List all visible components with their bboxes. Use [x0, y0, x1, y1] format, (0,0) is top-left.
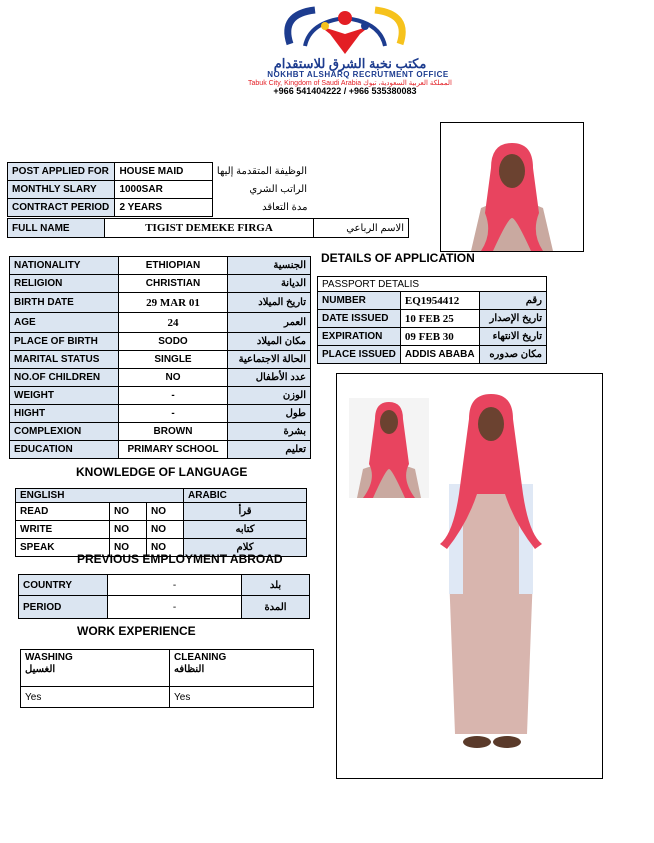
- table-row: [8, 199, 312, 217]
- post-table: [7, 162, 312, 217]
- post-label: POST APPLIED FOR: [8, 163, 115, 181]
- marital-label-ar: الحالة الاجتماعية: [228, 351, 311, 369]
- table-row: [19, 596, 310, 619]
- education-label: EDUCATION: [10, 441, 119, 459]
- complexion-value: BROWN: [119, 423, 228, 441]
- table-row: [19, 575, 310, 596]
- office-name-en: NOKHBT ALSHARQ RECRUTMENT OFFICE: [267, 70, 449, 79]
- place-issued-value: ADDIS ABABA: [400, 346, 479, 364]
- fullname-table: [7, 218, 409, 238]
- salary-value: 1000SAR: [115, 181, 212, 199]
- height-label: HIGHT: [10, 405, 119, 423]
- birthdate-label-ar: تاريخ الميلاد: [228, 293, 311, 313]
- employment-title: PREVIOUS EMPLOYMENT ABROAD: [77, 552, 283, 566]
- full-body-photo: [336, 373, 603, 779]
- english-header: ENGLISH: [16, 489, 184, 503]
- write-english-value: NO: [110, 521, 147, 539]
- logo-emblem-icon: [270, 4, 420, 62]
- table-row: [10, 333, 311, 351]
- complexion-label-ar: بشرة: [228, 423, 311, 441]
- table-row: [10, 441, 311, 459]
- work-table: [20, 649, 314, 708]
- write-label-ar: كتابه: [184, 521, 307, 539]
- language-title: KNOWLEDGE OF LANGUAGE: [76, 465, 248, 479]
- birthplace-value: SODO: [119, 333, 228, 351]
- table-row: [21, 650, 314, 687]
- washing-label-ar: الغسيل: [25, 664, 56, 675]
- contract-value: 2 YEARS: [115, 199, 212, 217]
- portrait-photo: [440, 122, 584, 252]
- table-row: [10, 257, 311, 275]
- birthdate-value: 29 MAR 01: [119, 293, 228, 313]
- table-row: [10, 405, 311, 423]
- country-value: -: [108, 575, 242, 596]
- table-row: [10, 369, 311, 387]
- table-row: [318, 346, 547, 364]
- washing-value: Yes: [21, 687, 170, 708]
- fullname-label: FULL NAME: [8, 219, 105, 238]
- education-value: PRIMARY SCHOOL: [119, 441, 228, 459]
- passport-table: [317, 276, 547, 364]
- fullname-value: TIGIST DEMEKE FIRGA: [105, 219, 314, 238]
- work-title: WORK EXPERIENCE: [77, 624, 196, 638]
- table-row: [21, 687, 314, 708]
- birthplace-label-ar: مكان الميلاد: [228, 333, 311, 351]
- table-row: [16, 521, 307, 539]
- children-label: NO.OF CHILDREN: [10, 369, 119, 387]
- period-label: PERIOD: [19, 596, 108, 619]
- read-label: READ: [16, 503, 110, 521]
- passport-number-label: NUMBER: [318, 292, 401, 310]
- cleaning-value: Yes: [170, 687, 314, 708]
- speak-english-value: NO: [110, 539, 147, 557]
- contract-label: CONTRACT PERIOD: [8, 199, 115, 217]
- full-body-person-icon: [337, 374, 602, 778]
- passport-title: PASSPORT DETALIS: [318, 277, 547, 292]
- personal-table: [9, 256, 311, 459]
- place-issued-label-ar: مكان صدوره: [479, 346, 546, 364]
- age-value: 24: [119, 313, 228, 333]
- expiration-label: EXPIRATION: [318, 328, 401, 346]
- table-row: [8, 181, 312, 199]
- nationality-label: NATIONALITY: [10, 257, 119, 275]
- date-issued-label: DATE ISSUED: [318, 310, 401, 328]
- speak-label-ar: كلام: [184, 539, 307, 557]
- table-row: [8, 163, 312, 181]
- contract-label-ar: مدة التعاقد: [262, 202, 308, 213]
- education-label-ar: تعليم: [228, 441, 311, 459]
- height-value: -: [119, 405, 228, 423]
- height-label-ar: طول: [228, 405, 311, 423]
- religion-label: RELIGION: [10, 275, 119, 293]
- post-label-ar: الوظيفة المتقدمة إليها: [216, 166, 307, 177]
- read-arabic-value: NO: [147, 503, 184, 521]
- read-label-ar: قرأ: [184, 503, 307, 521]
- nationality-label-ar: الجنسية: [228, 257, 311, 275]
- table-row: [318, 310, 547, 328]
- speak-label: SPEAK: [16, 539, 110, 557]
- washing-label: WASHING: [25, 652, 73, 663]
- cleaning-label-ar: النظافه: [174, 664, 205, 675]
- table-row: [318, 328, 547, 346]
- age-label-ar: العمر: [228, 313, 311, 333]
- date-issued-label-ar: تاريخ الإصدار: [479, 310, 546, 328]
- birthplace-label: PLACE OF BIRTH: [10, 333, 119, 351]
- period-label-ar: المدة: [242, 596, 310, 619]
- table-row: [10, 275, 311, 293]
- office-name-ar: مكتب نخبة الشرق للاستقدام: [273, 56, 427, 71]
- language-table: [15, 488, 307, 557]
- religion-label-ar: الديانة: [228, 275, 311, 293]
- children-value: NO: [119, 369, 228, 387]
- country-label-ar: بلد: [242, 575, 310, 596]
- table-row: [10, 423, 311, 441]
- read-english-value: NO: [110, 503, 147, 521]
- write-arabic-value: NO: [147, 521, 184, 539]
- religion-value: CHRISTIAN: [119, 275, 228, 293]
- table-row: [10, 351, 311, 369]
- children-label-ar: عدد الأطفال: [228, 369, 311, 387]
- place-issued-label: PLACE ISSUED: [318, 346, 401, 364]
- period-value: -: [108, 596, 242, 619]
- cleaning-label: CLEANING: [174, 652, 227, 663]
- logo: [270, 4, 420, 62]
- employment-table: [18, 574, 310, 619]
- table-row: [16, 489, 307, 503]
- washing-header: [21, 650, 170, 687]
- table-row: [8, 219, 409, 238]
- age-label: AGE: [10, 313, 119, 333]
- post-value: HOUSE MAID: [115, 163, 212, 181]
- country-label: COUNTRY: [19, 575, 108, 596]
- speak-arabic-value: NO: [147, 539, 184, 557]
- salary-label-ar: الراتب الشري: [249, 184, 307, 195]
- table-row: [10, 313, 311, 333]
- marital-label: MARITAL STATUS: [10, 351, 119, 369]
- table-row: [10, 293, 311, 313]
- expiration-label-ar: تاريخ الانتهاء: [479, 328, 546, 346]
- complexion-label: COMPLEXION: [10, 423, 119, 441]
- salary-label: MONTHLY SLARY: [8, 181, 115, 199]
- portrait-person-icon: [441, 123, 583, 251]
- birthdate-label: BIRTH DATE: [10, 293, 119, 313]
- office-address: Tabuk City, Kingdom of Saudi Arabia المملكة العربية السعودية، تبوك: [248, 80, 452, 87]
- table-row: [318, 277, 547, 292]
- expiration-value: 09 FEB 30: [400, 328, 479, 346]
- table-row: [10, 387, 311, 405]
- passport-number-value: EQ1954412: [400, 292, 479, 310]
- date-issued-value: 10 FEB 25: [400, 310, 479, 328]
- table-row: [318, 292, 547, 310]
- write-label: WRITE: [16, 521, 110, 539]
- cleaning-header: [170, 650, 314, 687]
- passport-number-label-ar: رقم: [479, 292, 546, 310]
- weight-value: -: [119, 387, 228, 405]
- weight-label: WEIGHT: [10, 387, 119, 405]
- application-title: DETAILS OF APPLICATION: [321, 251, 475, 265]
- table-row: [16, 503, 307, 521]
- office-phones: +966 541404222 / +966 535380083: [273, 86, 417, 96]
- marital-value: SINGLE: [119, 351, 228, 369]
- weight-label-ar: الوزن: [228, 387, 311, 405]
- fullname-label-ar: الاسم الرباعي: [314, 219, 409, 238]
- nationality-value: ETHIOPIAN: [119, 257, 228, 275]
- arabic-header: ARABIC: [184, 489, 307, 503]
